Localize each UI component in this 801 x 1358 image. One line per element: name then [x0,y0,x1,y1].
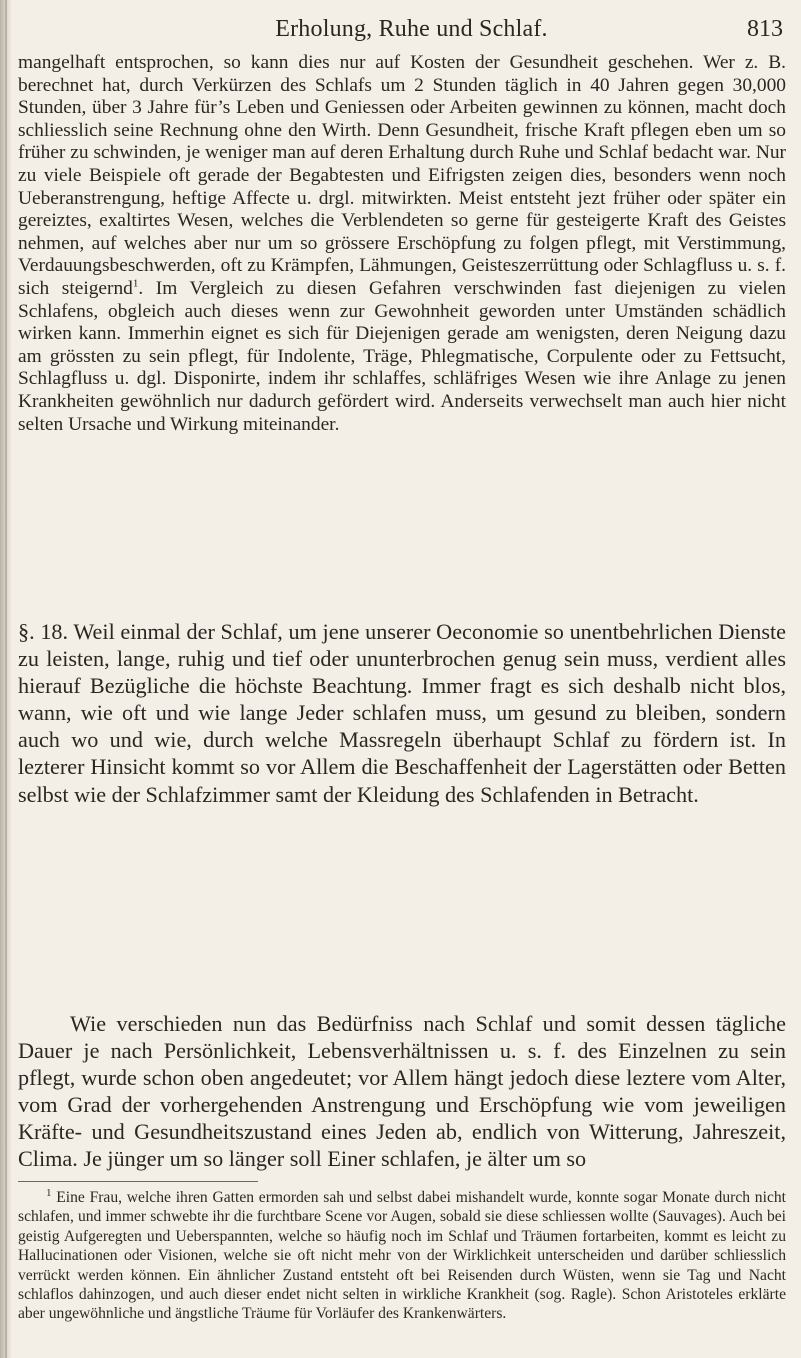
running-title: Erholung, Ruhe und Schlaf. [275,16,548,42]
paragraph-2 [18,618,786,808]
running-header [40,10,783,44]
footnote-reference[interactable]: 1 [132,277,139,290]
page-number: 813 [747,16,783,42]
footnote-marker: 1 [46,1186,52,1199]
paragraph-1 [18,52,786,436]
paragraph-2-text: Weil einmal der Schlaf, um jene unserer Oeconomie so unentbehrlichen Dienste zu leisten, lange, ruhig und tief oder ununterbrochen genug sein muss, verdient alles hierauf Bezügliche die höchste Beachtung. Immer fragt es sich deshalb nicht blos, wann, wie oft und wie lange Jeder schlafen muss, um gesund zu bleiben, sondern auch wo und wie, durch welche Massregeln überhaupt Schlaf zu fördern ist. In lezterer Hinsicht kommt so vor Allem die Beschaffenheit der Lagerstätten oder Betten selbst wie der Schlafzimmer samt der Kleidung des Schlafenden in Betracht. [18,619,786,807]
footnote-text: Eine Frau, welche ihren Gatten ermorden sah und selbst dabei mishandelt wurde, konnte sogar Monate durch nicht schlafen, und immer schwebte ihr die furchtbare Scene vor Augen, sobald sie diese schliessen wollte (Sauvages). Auch bei geistig Aufgeregten und Ueberspannten, welche so häufig noch im Schlaf und Träumen fortarbeiten, kommt es leicht zu Hallucinationen oder Visionen, welche sie oft nicht mehr von der Wirklichkeit unterscheiden und darüber schliesslich verrückt werden können. Ein ähnlicher Zustand entsteht oft bei Reisenden durch Wüsten, wenn sie Tag und Nacht schlaflos dahinzogen, und auch dieser endet nicht selten in wirkliche Krankheit (sog. Ragle). Schon Aristoteles erklärte aber ungewöhnliche und ängstliche Träume für Vorläufer des Krankenwärters. [18,1189,786,1323]
page-edge-line [5,0,7,1358]
section-number: §. 18. [18,619,69,644]
footnote-divider [18,1181,258,1182]
paragraph-3: Wie verschieden nun das Bedürfniss nach Schlaf und somit dessen tägliche Dauer je nach Persönlichkeit, Lebensverhältnissen u. s. f. des Einzelnen zu sein pflegt, wurde schon oben angedeutet; vor Allem hängt jedoch diese leztere vom Alter, vom Grad der vorhergehenden Anstrengung und Erschöpfung wie vom jeweiligen Kräfte- und Gesundheitszustand eines Jeden ab, endlich von Witterung, Jahreszeit, Clima. Je jünger um so länger soll Einer schlafen, je älter um so [18,1011,786,1172]
paragraph-1-text-b: . Im Vergleich zu diesen Gefahren verschwinden fast diejenigen zu vielen Schlafens, obgleich auch dieses wenn zur Gewohnheit geworden unter Umständen schädlich wirken kann. Immerhin eignet es sich für Diejenigen gerade am wenigsten, deren Neigung dazu am grössten zu sein pflegt, für Indolente, Träge, Phlegmatische, Corpulente oder zu Fettsucht, Schlagfluss u. dgl. Disponirte, indem ihr schlaffes, schläfriges Wesen wie ihre Anlage zu jenen Krankheiten gewöhnlich nur dadurch gefördert wird. Anderseits verwechselt man auch hier nicht selten Ursache und Wirkung miteinander. [18,277,786,435]
footnote [18,1188,786,1324]
paragraph-1-text-a: mangelhaft entsprochen, so kann dies nur auf Kosten der Gesundheit geschehen. Wer z. B. berechnet hat, durch Verkürzen des Schlafs um 2 Stunden täglich in 40 Jahren gegen 30,000 Stunden, über 3 Jahre für’s Leben und Geniessen oder Arbeiten gewinnen zu können, macht doch schliesslich seine Rechnung ohne den Wirth. Denn Gesundheit, frische Kraft pflegen eben um so früher zu schwinden, je weniger man auf deren Erhaltung durch Ruhe und Schlaf bedacht war. Nur zu viele Beispiele oft gerade der Begabtesten und Eifrigsten zeigen dies, besonders wenn noch Ueberanstrengung, heftige Affecte u. drgl. mitwirkten. Meist entsteht jezt früher oder später ein gereiztes, exaltirtes Wesen, welches die Verblendeten so gerne für gesteigerte Kraft des Geistes nehmen, auf welches aber nur um so grössere Erschöpfung zu folgen pflegt, mit Verstimmung, Verdauungsbeschwerden, oft zu Krämpfen, Lähmungen, Geisteszerrüttung oder Schlagfluss u. s. f. sich steigernd [18,52,786,299]
